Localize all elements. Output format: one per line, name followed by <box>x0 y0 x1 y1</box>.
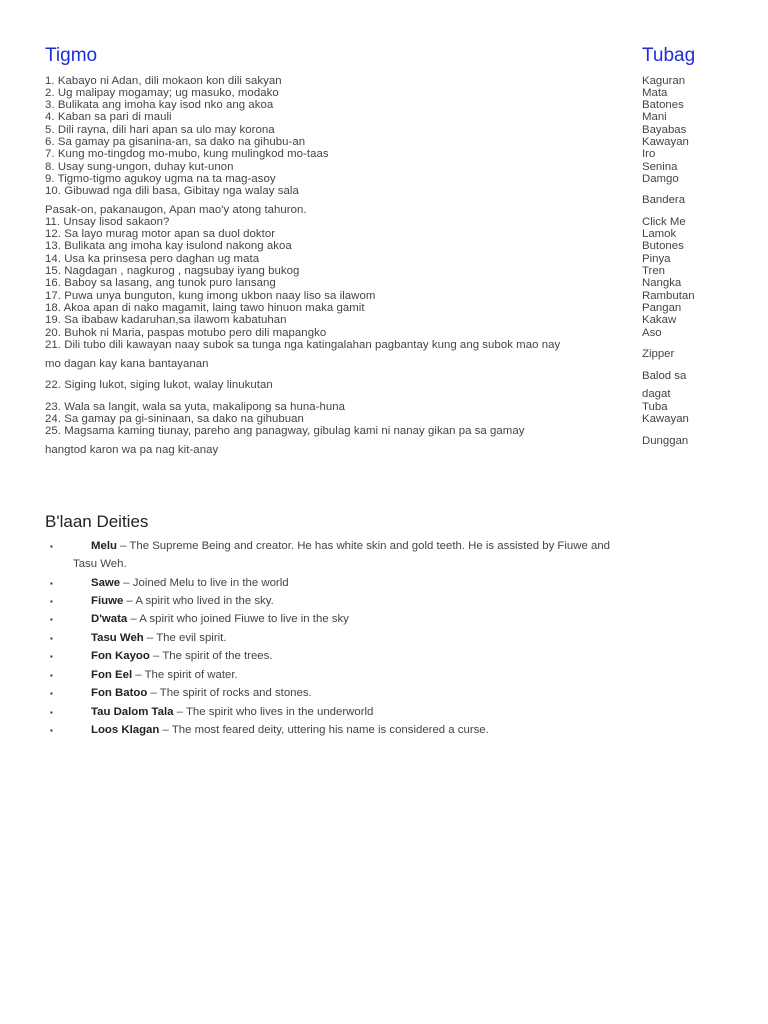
riddle-line: 13. Bulikata ang imoha kay isulond nakong akoa <box>45 240 292 252</box>
deity-name: Fon Kayoo <box>91 650 150 662</box>
bullet-icon: ▪ <box>50 597 53 606</box>
deity-desc: – The evil spirit. <box>143 632 227 644</box>
riddle-line: 7. Kung mo-tingdog mo-mubo, kung mulingkod mo-taas <box>45 148 329 160</box>
bullet-icon: ▪ <box>50 671 53 680</box>
deity-name: Fon Batoo <box>91 687 148 699</box>
deity-item <box>91 613 349 625</box>
riddle-line: 17. Puwa unya bunguton, kung imong ukbon naay liso sa ilawom <box>45 290 376 302</box>
answer-line: Balod sa <box>642 370 687 382</box>
deity-desc: – The spirit of rocks and stones. <box>147 687 312 699</box>
answer-line: Tren <box>642 265 665 277</box>
answer-line: Kakaw <box>642 314 677 326</box>
answer-line: Nangka <box>642 277 682 289</box>
answer-line: Rambutan <box>642 290 695 302</box>
riddle-line: 11. Unsay lisod sakaon? <box>45 216 170 228</box>
riddle-line: 25. Magsama kaming tiunay, pareho ang panagway, gibulag kami ni nanay gikan pa sa gamay <box>45 425 525 437</box>
answer-line: Kawayan <box>642 136 689 148</box>
bullet-icon: ▪ <box>50 689 53 698</box>
answer-line: Aso <box>642 327 662 339</box>
deity-item <box>91 577 289 589</box>
bullet-icon: ▪ <box>50 726 53 735</box>
deity-desc: – The spirit of the trees. <box>149 650 273 662</box>
riddle-line: 5. Dili rayna, dili hari apan sa ulo may korona <box>45 124 275 136</box>
riddle-line: mo dagan kay kana bantayanan <box>45 358 209 370</box>
answer-line: Batones <box>642 99 684 111</box>
deity-name: Melu <box>91 540 117 552</box>
deity-name: Tasu Weh <box>91 632 144 644</box>
riddle-line: 3. Bulikata ang imoha kay isod nko ang akoa <box>45 99 274 111</box>
deity-name: Sawe <box>91 577 121 589</box>
bullet-icon: ▪ <box>50 579 53 588</box>
answer-line: Kaguran <box>642 75 686 87</box>
answer-line: Mani <box>642 111 667 123</box>
riddle-line: 20. Buhok ni Maria, paspas motubo pero dili mapangko <box>45 327 327 339</box>
answer-line: Iro <box>642 148 656 160</box>
deity-name: Tau Dalom Tala <box>91 706 174 718</box>
riddle-line: 8. Usay sung-ungon, duhay kut-unon <box>45 161 234 173</box>
riddle-line: 22. Siging lukot, siging lukot, walay linukutan <box>45 379 273 391</box>
deity-item <box>91 632 226 644</box>
answer-line: Kawayan <box>642 413 689 425</box>
answer-line: Click Me <box>642 216 686 228</box>
answer-line: Pinya <box>642 253 671 265</box>
riddle-line: 23. Wala sa langit, wala sa yuta, makalipong sa huna-huna <box>45 401 346 413</box>
riddle-line: 2. Ug malipay mogamay; ug masuko, modako <box>45 87 279 99</box>
deity-name: D'wata <box>91 613 128 625</box>
answer-line: Damgo <box>642 173 679 185</box>
riddle-line: 14. Usa ka prinsesa pero daghan ug mata <box>45 253 260 265</box>
answer-line: Bandera <box>642 194 686 206</box>
deity-item <box>91 540 610 552</box>
riddle-line: 15. Nagdagan , nagkurog , nagsubay iyang bukog <box>45 265 300 277</box>
deity-item-continuation: Tasu Weh. <box>73 558 127 570</box>
bullet-icon: ▪ <box>50 615 53 624</box>
riddle-line: hangtod karon wa pa nag kit-anay <box>45 444 219 456</box>
answer-line: Senina <box>642 161 678 173</box>
bullet-icon: ▪ <box>50 708 53 717</box>
tigmo-heading: Tigmo <box>45 45 98 66</box>
riddle-line: Pasak-on, pakanaugon, Apan mao'y atong tahuron. <box>45 204 307 216</box>
deity-item <box>91 650 272 662</box>
deity-name: Fon Eel <box>91 669 133 681</box>
riddle-line: 1. Kabayo ni Adan, dili mokaon kon dili sakyan <box>45 75 282 87</box>
deity-desc: – The Supreme Being and creator. He has white skin and gold teeth. He is assisted by Fiuwe and <box>116 540 610 552</box>
deity-item <box>91 595 274 607</box>
bullet-icon: ▪ <box>50 634 53 643</box>
deity-item <box>91 687 312 699</box>
answer-line: Tuba <box>642 401 668 413</box>
riddle-line: 6. Sa gamay pa gisanina-an, sa dako na gihubu-an <box>45 136 306 148</box>
riddle-line: 21. Dili tubo dili kawayan naay subok sa tunga nga katingalahan pagbantay kung ang subok mao nay <box>45 339 561 351</box>
deity-name: Fiuwe <box>91 595 124 607</box>
riddle-line: 18. Akoa apan di nako magamit, laing tawo hinuon maka gamit <box>45 302 365 314</box>
deity-desc: – A spirit who joined Fiuwe to live in the sky <box>127 613 349 625</box>
bullet-icon: ▪ <box>50 652 53 661</box>
riddle-line: 16. Baboy sa lasang, ang tunok puro lansang <box>45 277 276 289</box>
riddle-line: 12. Sa layo murag motor apan sa duol doktor <box>45 228 276 240</box>
deity-desc: – Joined Melu to live in the world <box>120 577 289 589</box>
answer-line: Bayabas <box>642 124 687 136</box>
deities-heading: B'laan Deities <box>45 512 149 531</box>
tubag-heading: Tubag <box>642 45 696 66</box>
deity-desc: – A spirit who lived in the sky. <box>123 595 274 607</box>
deity-desc: – The spirit who lives in the underworld <box>173 706 374 718</box>
deity-item <box>91 724 489 736</box>
answer-line: Lamok <box>642 228 677 240</box>
bullet-icon: ▪ <box>50 542 53 551</box>
answer-line: Pangan <box>642 302 682 314</box>
riddle-line: 9. Tigmo-tigmo agukoy ugma na ta mag-asoy <box>45 173 276 185</box>
answer-line: Mata <box>642 87 668 99</box>
deity-item <box>91 669 238 681</box>
answer-line: Dunggan <box>642 435 689 447</box>
deity-item <box>91 706 373 718</box>
answer-line: Butones <box>642 240 684 252</box>
answer-line: dagat <box>642 388 671 400</box>
deity-desc: – The most feared deity, uttering his name is considered a curse. <box>159 724 489 736</box>
riddle-line: 24. Sa gamay pa gi-sininaan, sa dako na gihubuan <box>45 413 304 425</box>
deity-desc: – The spirit of water. <box>132 669 238 681</box>
deity-name: Loos Klagan <box>91 724 160 736</box>
riddle-line: 19. Sa ibabaw kadaruhan,sa ilawom kabatuhan <box>45 314 287 326</box>
answer-line: Zipper <box>642 348 675 360</box>
riddle-line: 10. Gibuwad nga dili basa, Gibitay nga walay sala <box>45 185 299 197</box>
riddle-line: 4. Kaban sa pari di mauli <box>45 111 172 123</box>
